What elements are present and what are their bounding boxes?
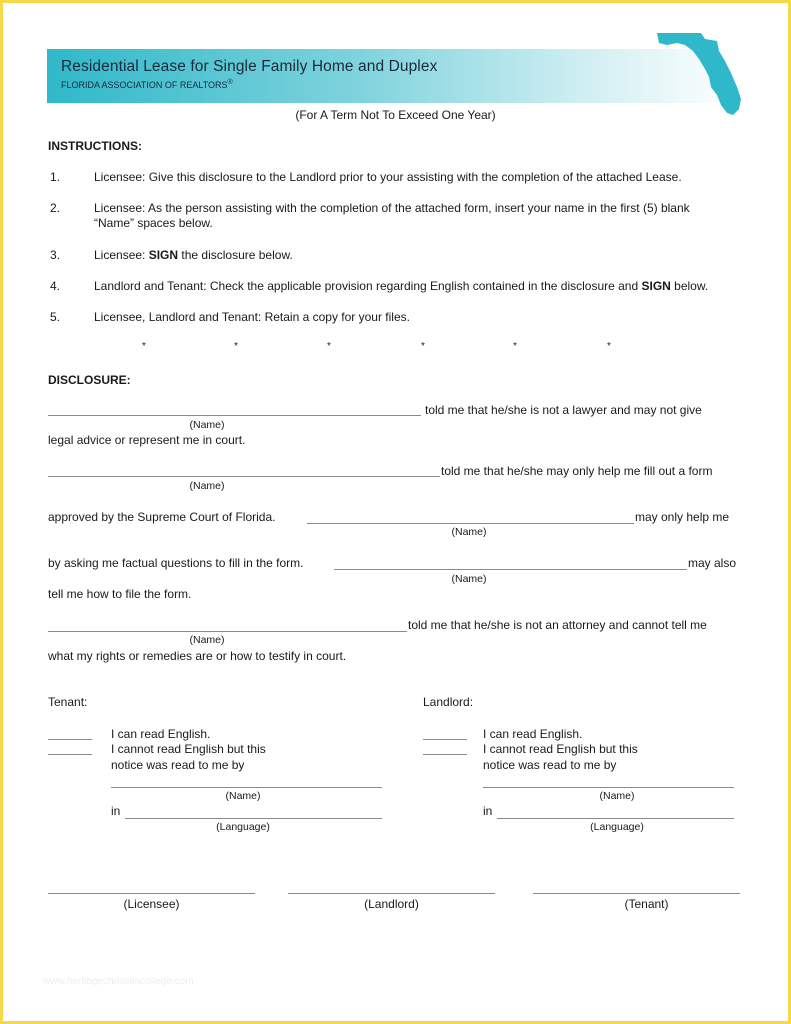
disclosure-text: legal advice or represent me in court.: [48, 433, 246, 447]
tenant-read-by-text: notice was read to me by: [111, 758, 245, 772]
instruction-number: 3.: [50, 248, 61, 262]
landlord-signature-field[interactable]: [288, 893, 495, 894]
name-field-5[interactable]: [48, 631, 407, 632]
separator-star: *: [607, 341, 611, 352]
association-name-text: FLORIDA ASSOCIATION OF REALTORS: [61, 80, 228, 90]
form-title: Residential Lease for Single Family Home and Duplex: [61, 58, 438, 75]
disclosure-text: told me that he/she is not an attorney and cannot tell me: [408, 618, 707, 632]
instruction-2: Licensee: As the person assisting with the completion of the attached form, insert your name in the first (5) blank: [94, 201, 690, 215]
instruction-4-bold: SIGN: [641, 279, 671, 293]
in-label: in: [483, 804, 493, 818]
landlord-can-read-check[interactable]: [423, 739, 467, 740]
tenant-cannot-read-check[interactable]: [48, 754, 92, 755]
disclosure-text: tell me how to file the form.: [48, 587, 192, 601]
lease-disclosure-page: [3, 3, 788, 1021]
instruction-4: [94, 279, 708, 294]
tenant-can-read-text: I can read English.: [111, 727, 211, 741]
separator-star: *: [142, 341, 146, 352]
instruction-1: Licensee: Give this disclosure to the Landlord prior to your assisting with the completion of the attached Lease.: [94, 170, 682, 184]
language-label: (Language): [590, 821, 644, 833]
instructions-heading: INSTRUCTIONS:: [48, 139, 142, 153]
name-label: (Name): [189, 480, 225, 492]
landlord-can-read-text: I can read English.: [483, 727, 583, 741]
instruction-number: 1.: [50, 170, 61, 184]
disclosure-text: approved by the Supreme Court of Florida.: [48, 510, 276, 524]
tenant-can-read-check[interactable]: [48, 739, 92, 740]
separator-star: *: [327, 341, 331, 352]
instruction-2-cont: “Name” spaces below.: [94, 216, 213, 230]
instruction-4-pre: Landlord and Tenant: Check the applicable provision regarding English contained in the disclosure and: [94, 279, 642, 293]
instruction-3-bold: SIGN: [148, 248, 179, 262]
instruction-number: 4.: [50, 279, 61, 293]
instruction-number: 5.: [50, 310, 61, 324]
disclosure-text: told me that he/she may only help me fill out a form: [441, 464, 713, 478]
tenant-cannot-read-text: I cannot read English but this: [111, 742, 266, 756]
disclosure-text: what my rights or remedies are or how to testify in court.: [48, 649, 347, 663]
disclosure-text: may also: [688, 556, 737, 570]
name-label: (Name): [189, 634, 225, 646]
disclosure-heading: DISCLOSURE:: [48, 373, 131, 387]
name-label: (Name): [451, 573, 487, 585]
tenant-language-field[interactable]: [125, 818, 382, 819]
landlord-language-field[interactable]: [497, 818, 734, 819]
tenant-signature-field[interactable]: [533, 893, 740, 894]
name-label: (Name): [189, 419, 225, 431]
separator-star: *: [234, 341, 238, 352]
disclosure-text: may only help me: [635, 510, 730, 524]
instruction-5: Licensee, Landlord and Tenant: Retain a copy for your files.: [94, 310, 410, 324]
separator-star: *: [513, 341, 517, 352]
landlord-cannot-read-text: I cannot read English but this: [483, 742, 638, 756]
landlord-read-by-text: notice was read to me by: [483, 758, 617, 772]
watermark: www.heritagechristiancollege.com: [43, 976, 194, 987]
registered-mark: ®: [227, 79, 233, 86]
instruction-4-post: below.: [670, 279, 709, 293]
name-field-2[interactable]: [48, 476, 440, 477]
tenant-signature-label: (Tenant): [624, 897, 669, 911]
name-field-1[interactable]: [48, 415, 421, 416]
name-label: (Name): [451, 526, 487, 538]
disclosure-text: told me that he/she is not a lawyer and may not give: [425, 403, 702, 417]
landlord-label: Landlord:: [423, 695, 474, 709]
language-label: (Language): [216, 821, 270, 833]
landlord-cannot-read-check[interactable]: [423, 754, 467, 755]
tenant-label: Tenant:: [48, 695, 88, 709]
instruction-3: [94, 248, 293, 263]
name-label: (Name): [599, 790, 635, 802]
term-line: (For A Term Not To Exceed One Year): [295, 108, 496, 122]
tenant-reader-name-field[interactable]: [111, 787, 382, 788]
licensee-signature-label: (Licensee): [123, 897, 180, 911]
association-name: [61, 79, 233, 90]
licensee-signature-field[interactable]: [48, 893, 255, 894]
separator-star: *: [421, 341, 425, 352]
disclosure-text: by asking me factual questions to fill in the form.: [48, 556, 304, 570]
instruction-number: 2.: [50, 201, 61, 215]
name-field-3[interactable]: [307, 523, 634, 524]
landlord-signature-label: (Landlord): [364, 897, 419, 911]
name-field-4[interactable]: [334, 569, 687, 570]
instruction-3-pre: Licensee:: [94, 248, 149, 262]
name-label: (Name): [225, 790, 261, 802]
landlord-reader-name-field[interactable]: [483, 787, 734, 788]
instruction-3-post: the disclosure below.: [178, 248, 293, 262]
in-label: in: [111, 804, 121, 818]
